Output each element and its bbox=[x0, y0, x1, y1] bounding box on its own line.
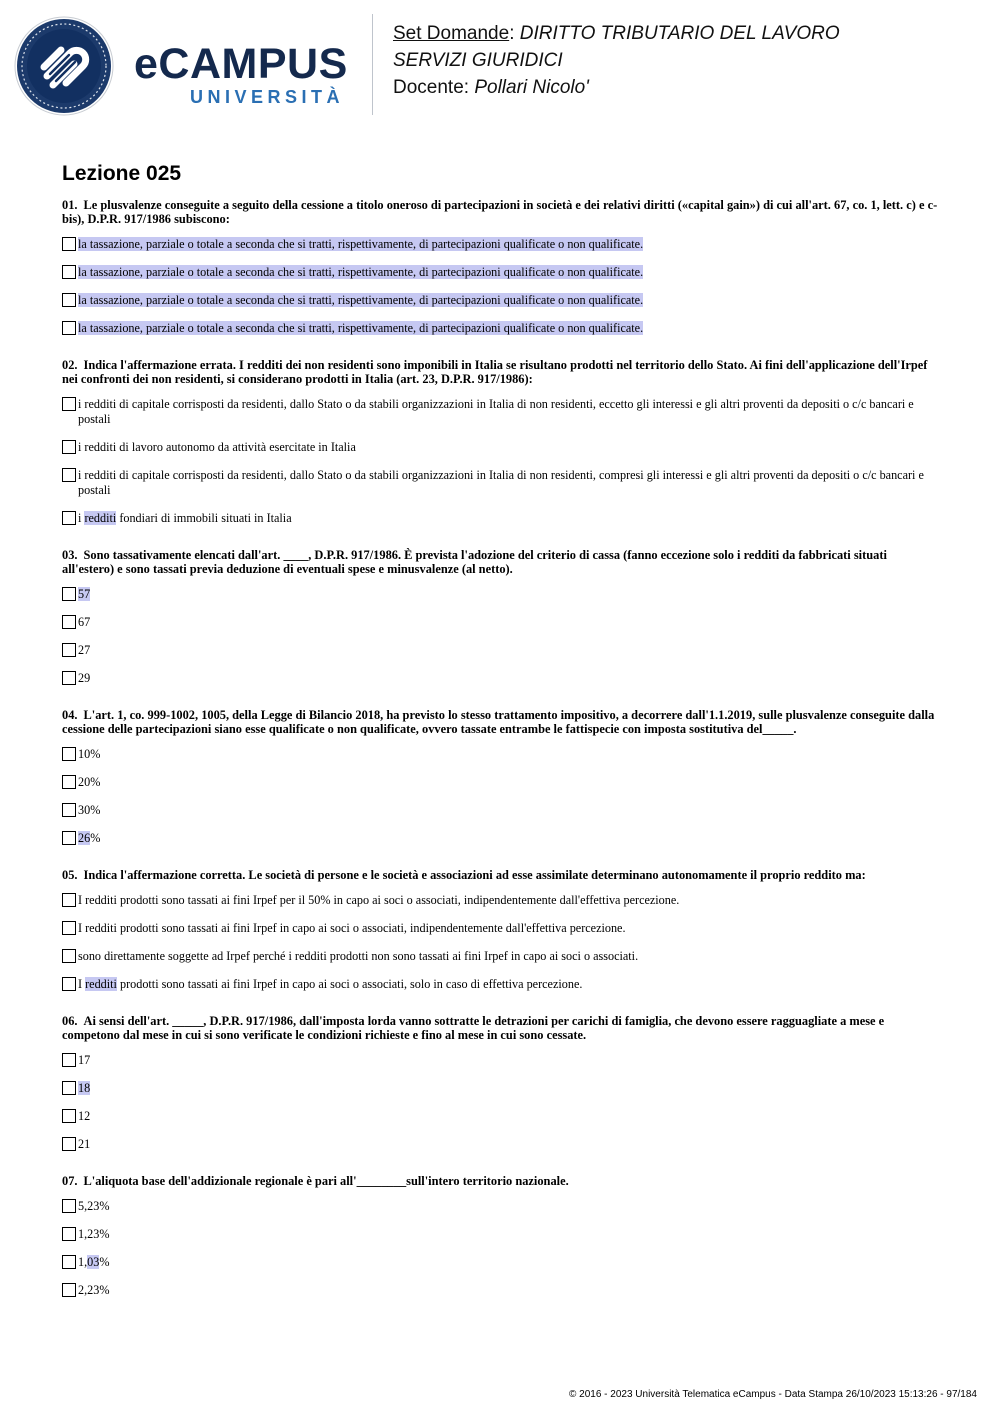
answer-option[interactable] bbox=[62, 775, 942, 790]
question-body: Indica l'affermazione errata. I redditi dei non residenti sono imponibili in Italia se risultano prodotti nel territorio dello Stato. Ai fini dell'applicazione dell'Irpef nei confronti dei non residenti, si considerano prodotti in Italia (art. 23, D.P.R. 917/1986): bbox=[62, 358, 928, 386]
docente-line bbox=[393, 74, 840, 101]
question-body: Ai sensi dell'art. _____, D.P.R. 917/1986, dall'imposta lorda vanno sottratte le detrazioni per carichi di famiglia, che devono essere ragguagliate a mese e competono dal mese in cui si sono verificate le condizioni richieste e fino al mese in cui sono cessate. bbox=[62, 1014, 885, 1042]
answer-text bbox=[78, 671, 90, 686]
answer-text bbox=[78, 977, 582, 992]
answer-text bbox=[78, 293, 643, 308]
highlighted-text: redditi bbox=[85, 977, 117, 991]
answer-text bbox=[78, 468, 942, 498]
question-text bbox=[62, 358, 942, 386]
answer-text bbox=[78, 949, 638, 964]
question-body: Sono tassativamente elencati dall'art. ____, D.P.R. 917/1986. È prevista l'adozione del criterio di cassa (fanno eccezione solo i redditi da fabbricati situati all'estero) e sono tassati previa deduzione di eventuali spese e minusvalenze (al netto). bbox=[62, 548, 887, 576]
set-line: Set Domande: DIRITTO TRIBUTARIO DEL LAVORO bbox=[393, 23, 840, 44]
answer-text bbox=[78, 803, 100, 818]
answer-checkbox[interactable] bbox=[62, 803, 76, 817]
answer-text bbox=[78, 1137, 90, 1152]
answer-checkbox[interactable] bbox=[62, 511, 76, 525]
answer-label: sono direttamente soggette ad Irpef perché i redditi prodotti non sono tassati ai fini Irpef in capo ai soci o associati. bbox=[78, 949, 639, 963]
answer-option[interactable] bbox=[62, 293, 942, 308]
answer-checkbox[interactable] bbox=[62, 440, 76, 454]
answer-label: i redditi di capitale corrisposti da residenti, dallo Stato o da stabili organizzazioni in Italia di non residenti, eccetto gli interessi e gli altri proventi da depositi o c/c bancari e postali bbox=[78, 397, 914, 426]
answer-label: 17 bbox=[78, 1053, 91, 1067]
highlighted-text: 26 bbox=[78, 831, 91, 845]
header-info bbox=[393, 20, 840, 101]
answer-option[interactable] bbox=[62, 587, 942, 602]
answer-option[interactable] bbox=[62, 397, 942, 427]
answer-label-pre: i bbox=[78, 511, 85, 525]
answer-option[interactable] bbox=[62, 615, 942, 630]
answer-checkbox[interactable] bbox=[62, 643, 76, 657]
question-text bbox=[62, 708, 942, 736]
highlighted-text: redditi bbox=[84, 511, 117, 525]
answer-option[interactable] bbox=[62, 1109, 942, 1124]
answer-text bbox=[78, 1283, 109, 1298]
answer-label-post: % bbox=[99, 1255, 110, 1269]
answer-text bbox=[78, 1081, 90, 1096]
page-footer: © 2016 - 2023 Università Telematica eCampus - Data Stampa 26/10/2023 15:13:26 - 97/184 bbox=[569, 1389, 977, 1400]
answer-label-post: fondiari di immobili situati in Italia bbox=[116, 511, 292, 525]
question-body: Indica l'affermazione corretta. Le società di persone e le società e associazioni ad esse assimilate determinano autonomamente il proprio reddito ma: bbox=[83, 868, 866, 882]
answer-checkbox[interactable] bbox=[62, 468, 76, 482]
logo-subtext: UNIVERSITÀ bbox=[190, 87, 345, 107]
answer-option[interactable] bbox=[62, 1199, 942, 1214]
answer-label: i redditi di lavoro autonomo da attività esercitate in Italia bbox=[78, 440, 356, 454]
answer-text bbox=[78, 775, 100, 790]
question-number: 03. bbox=[62, 548, 78, 562]
logo-text: eCAMPUS bbox=[134, 40, 348, 88]
answer-text bbox=[78, 440, 356, 455]
answer-checkbox[interactable] bbox=[62, 747, 76, 761]
answer-checkbox[interactable] bbox=[62, 1053, 76, 1067]
answer-option[interactable] bbox=[62, 671, 942, 686]
answer-option[interactable] bbox=[62, 643, 942, 658]
question-text bbox=[62, 548, 942, 576]
answer-text bbox=[78, 1227, 109, 1242]
answer-checkbox[interactable] bbox=[62, 615, 76, 629]
question-number: 02. bbox=[62, 358, 78, 372]
answer-text bbox=[78, 237, 643, 252]
answer-checkbox[interactable] bbox=[62, 1255, 76, 1269]
question-set bbox=[62, 160, 942, 1320]
answer-label: 2,23% bbox=[78, 1283, 110, 1297]
answer-label: 21 bbox=[78, 1137, 91, 1151]
answer-label: I redditi prodotti sono tassati ai fini Irpef per il 50% in capo ai soci o associati, indipendentemente dall'effettiva percezione. bbox=[78, 893, 680, 907]
answer-text bbox=[78, 265, 643, 280]
answer-option[interactable] bbox=[62, 440, 942, 455]
answer-label-post: prodotti sono tassati ai fini Irpef in capo ai soci o associati, solo in caso di effettiva percezione. bbox=[116, 977, 583, 991]
highlighted-text: 18 bbox=[78, 1081, 91, 1095]
answer-option[interactable] bbox=[62, 921, 942, 936]
answer-checkbox[interactable] bbox=[62, 293, 76, 307]
answer-label: 29 bbox=[78, 671, 91, 685]
answer-label: 10% bbox=[78, 747, 101, 761]
answer-text bbox=[78, 747, 100, 762]
highlighted-text: 03 bbox=[87, 1255, 100, 1269]
question-body: Le plusvalenze conseguite a seguito della cessione a titolo oneroso di partecipazioni in società e dei relativi diritti («capital gain») di cui all'art. 67, co. 1, lett. c) e c-bis), D.P.R. 917/1986 subiscono: bbox=[62, 198, 938, 226]
answer-text bbox=[78, 643, 90, 658]
answer-checkbox[interactable] bbox=[62, 1227, 76, 1241]
answer-checkbox[interactable] bbox=[62, 977, 76, 991]
question-number: 06. bbox=[62, 1014, 78, 1028]
highlighted-text: 57 bbox=[78, 587, 91, 601]
answer-option[interactable] bbox=[62, 468, 942, 498]
page-header bbox=[0, 0, 1000, 130]
question-3 bbox=[62, 548, 942, 686]
answer-checkbox[interactable] bbox=[62, 397, 76, 411]
question-number: 07. bbox=[62, 1174, 78, 1188]
answer-option[interactable] bbox=[62, 747, 942, 762]
answer-option[interactable] bbox=[62, 321, 942, 336]
university-seal-logo bbox=[14, 16, 114, 116]
answer-label: 12 bbox=[78, 1109, 91, 1123]
question-1 bbox=[62, 198, 942, 336]
question-body: L'aliquota base dell'addizionale regionale è pari all'________sull'intero territorio nazionale. bbox=[83, 1174, 569, 1188]
answer-label-post: % bbox=[90, 831, 101, 845]
set-value-line2: SERVIZI GIURIDICI bbox=[393, 50, 563, 71]
answer-option[interactable] bbox=[62, 1053, 942, 1068]
docente-label: Docente: bbox=[393, 77, 470, 98]
question-7 bbox=[62, 1174, 942, 1298]
answer-option[interactable] bbox=[62, 1227, 942, 1242]
answer-checkbox[interactable] bbox=[62, 1283, 76, 1297]
answer-label-pre: 1, bbox=[78, 1255, 88, 1269]
answer-label: 20% bbox=[78, 775, 101, 789]
answer-checkbox[interactable] bbox=[62, 1137, 76, 1151]
answer-text bbox=[78, 831, 100, 846]
set-label: Set Domande bbox=[393, 23, 510, 44]
question-6 bbox=[62, 1014, 942, 1152]
answer-checkbox[interactable] bbox=[62, 321, 76, 335]
answer-checkbox[interactable] bbox=[62, 265, 76, 279]
answer-label: 67 bbox=[78, 615, 91, 629]
answer-label: i redditi di capitale corrisposti da residenti, dallo Stato o da stabili organizzazioni in Italia di non residenti, compresi gli interessi e gli altri proventi da depositi o c/c bancari e postali bbox=[78, 468, 924, 497]
answer-text bbox=[78, 1109, 90, 1124]
answer-text bbox=[78, 1053, 90, 1068]
question-number: 05. bbox=[62, 868, 78, 882]
answer-checkbox[interactable] bbox=[62, 1081, 76, 1095]
answer-text bbox=[78, 587, 90, 602]
answer-option[interactable] bbox=[62, 893, 942, 908]
answer-option[interactable] bbox=[62, 1081, 942, 1096]
answer-checkbox[interactable] bbox=[62, 1109, 76, 1123]
answer-label: 30% bbox=[78, 803, 101, 817]
question-text bbox=[62, 198, 942, 226]
answer-option[interactable] bbox=[62, 949, 942, 964]
header-divider bbox=[372, 14, 373, 115]
answer-text bbox=[78, 1255, 109, 1270]
answer-checkbox[interactable] bbox=[62, 949, 76, 963]
answer-option[interactable] bbox=[62, 1137, 942, 1152]
question-text bbox=[62, 1174, 942, 1188]
answer-text bbox=[78, 511, 292, 526]
answer-option[interactable] bbox=[62, 511, 942, 526]
answer-text bbox=[78, 921, 626, 936]
answer-checkbox[interactable] bbox=[62, 237, 76, 251]
answer-checkbox[interactable] bbox=[62, 893, 76, 907]
question-body: L'art. 1, co. 999-1002, 1005, della Legge di Bilancio 2018, ha previsto lo stesso trattamento impositivo, a decorrere dall'1.1.2019, sulle plusvalenze conseguite dalla cessione delle partecipazioni siano esse qualificate o non qualificate, ovvero tassate entrambe le fattispecie con imposta sostitutiva del_____. bbox=[62, 708, 935, 736]
question-text bbox=[62, 1014, 942, 1042]
answer-label: la tassazione, parziale o totale a seconda che si tratti, rispettivamente, di partecipazioni qualificate o non qualificate. bbox=[78, 265, 644, 279]
answer-text bbox=[78, 615, 90, 630]
answer-label: la tassazione, parziale o totale a seconda che si tratti, rispettivamente, di partecipazioni qualificate o non qualificate. bbox=[78, 321, 644, 335]
question-list bbox=[62, 198, 942, 1298]
question-2 bbox=[62, 358, 942, 526]
answer-label: 5,23% bbox=[78, 1199, 110, 1213]
answer-option[interactable] bbox=[62, 265, 942, 280]
answer-text bbox=[78, 397, 942, 427]
answer-checkbox[interactable] bbox=[62, 671, 76, 685]
answer-text bbox=[78, 321, 643, 336]
answer-option[interactable] bbox=[62, 237, 942, 252]
answer-checkbox[interactable] bbox=[62, 831, 76, 845]
docente-value: Pollari Nicolo' bbox=[474, 77, 589, 98]
answer-label: la tassazione, parziale o totale a seconda che si tratti, rispettivamente, di partecipazioni qualificate o non qualificate. bbox=[78, 237, 644, 251]
answer-checkbox[interactable] bbox=[62, 587, 76, 601]
answer-option[interactable] bbox=[62, 977, 942, 992]
answer-text bbox=[78, 893, 679, 908]
answer-option[interactable] bbox=[62, 1283, 942, 1298]
lesson-title: Lezione 025 bbox=[62, 162, 182, 185]
question-4 bbox=[62, 708, 942, 846]
answer-option[interactable] bbox=[62, 803, 942, 818]
answer-text bbox=[78, 1199, 109, 1214]
answer-checkbox[interactable] bbox=[62, 921, 76, 935]
answer-checkbox[interactable] bbox=[62, 1199, 76, 1213]
answer-option[interactable] bbox=[62, 1255, 942, 1270]
answer-label-pre: I bbox=[78, 977, 86, 991]
question-text bbox=[62, 868, 942, 882]
answer-option[interactable] bbox=[62, 831, 942, 846]
question-number: 01. bbox=[62, 198, 78, 212]
question-number: 04. bbox=[62, 708, 78, 722]
answer-label: la tassazione, parziale o totale a seconda che si tratti, rispettivamente, di partecipazioni qualificate o non qualificate. bbox=[78, 293, 644, 307]
ecampus-wordmark bbox=[134, 42, 356, 112]
answer-label: I redditi prodotti sono tassati ai fini Irpef in capo ai soci o associati, indipendentemente dall'effettiva percezione. bbox=[78, 921, 626, 935]
answer-label: 27 bbox=[78, 643, 91, 657]
answer-label: 1,23% bbox=[78, 1227, 110, 1241]
answer-checkbox[interactable] bbox=[62, 775, 76, 789]
question-5 bbox=[62, 868, 942, 992]
set-value: DIRITTO TRIBUTARIO DEL LAVORO bbox=[519, 23, 840, 44]
